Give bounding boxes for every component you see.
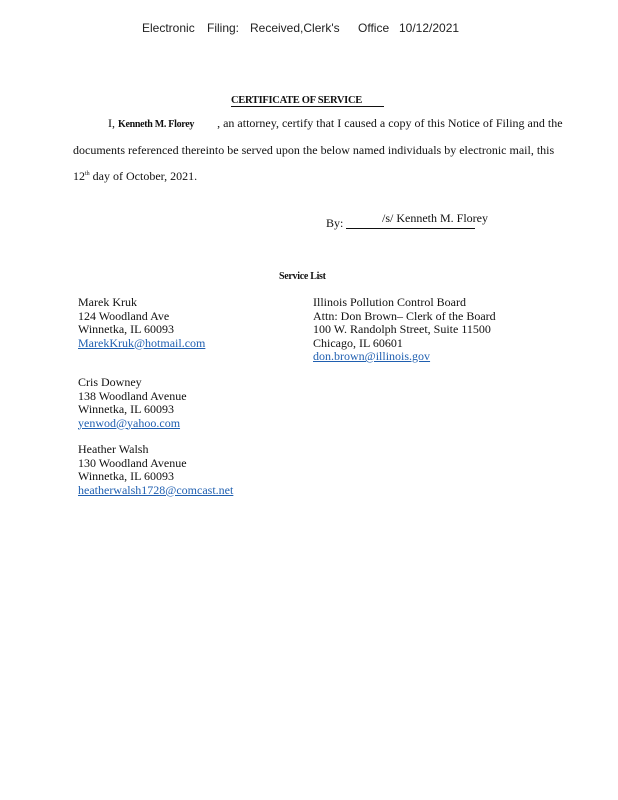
board-recipient-block [313, 296, 496, 364]
title-underline [231, 106, 384, 107]
cert-line-1 [108, 116, 563, 131]
cert-day-suffix: th [85, 171, 90, 177]
recipient-email-link[interactable]: MarekKruk@hotmail.com [78, 335, 206, 350]
certificate-title: CERTIFICATE OF SERVICE [231, 95, 362, 106]
stamp-received: Received,Clerk's [250, 21, 340, 35]
cert-day: 12 [73, 169, 85, 183]
recipient-street: 130 Woodland Avenue [78, 455, 187, 470]
stamp-filing: Filing: [207, 21, 240, 35]
cert-line-1-rest: , an attorney, certify that I caused a copy of this Notice of Filing and the [217, 116, 563, 130]
board-email-link[interactable]: don.brown@illinois.gov [313, 349, 431, 363]
board-org: Illinois Pollution Control Board [313, 295, 467, 309]
board-attn: Attn: Don Brown– Clerk of the Board [313, 308, 496, 323]
recipient-city: Winnetka, IL 60093 [78, 469, 175, 483]
recipient-name: Heather Walsh [78, 442, 149, 456]
cert-line-3 [73, 169, 197, 184]
stamp-electronic: Electronic [142, 21, 195, 35]
cert-line-2: documents referenced thereinto be served upon the below named individuals by electronic mail, this [73, 143, 555, 157]
recipient-name: Cris Downey [78, 375, 142, 389]
recipient-block [78, 296, 205, 350]
stamp-date: 10/12/2021 [399, 21, 460, 35]
board-city: Chicago, IL 60601 [313, 335, 403, 350]
service-list-title: Service List [279, 271, 326, 282]
cert-date-rest: day of October, 2021. [89, 169, 198, 183]
recipient-city: Winnetka, IL 60093 [78, 322, 175, 336]
recipient-email-link[interactable]: heatherwalsh1728@comcast.net [78, 482, 234, 497]
board-street: 100 W. Randolph Street, Suite 11500 [313, 322, 491, 336]
signature-line [346, 228, 475, 229]
recipient-street: 124 Woodland Ave [78, 308, 170, 323]
cert-i: I, [108, 116, 115, 130]
signature-text: /s/ Kenneth M. Florey [382, 211, 488, 225]
recipient-block [78, 443, 233, 497]
recipient-email-link[interactable]: yenwod@yahoo.com [78, 415, 181, 430]
recipient-street: 138 Woodland Avenue [78, 388, 187, 403]
recipient-block [78, 376, 187, 430]
stamp-office: Office [358, 21, 390, 35]
recipient-city: Winnetka, IL 60093 [78, 402, 175, 416]
attorney-name: Kenneth M. Florey [118, 119, 195, 130]
by-label: By: [326, 216, 344, 230]
recipient-name: Marek Kruk [78, 295, 137, 309]
